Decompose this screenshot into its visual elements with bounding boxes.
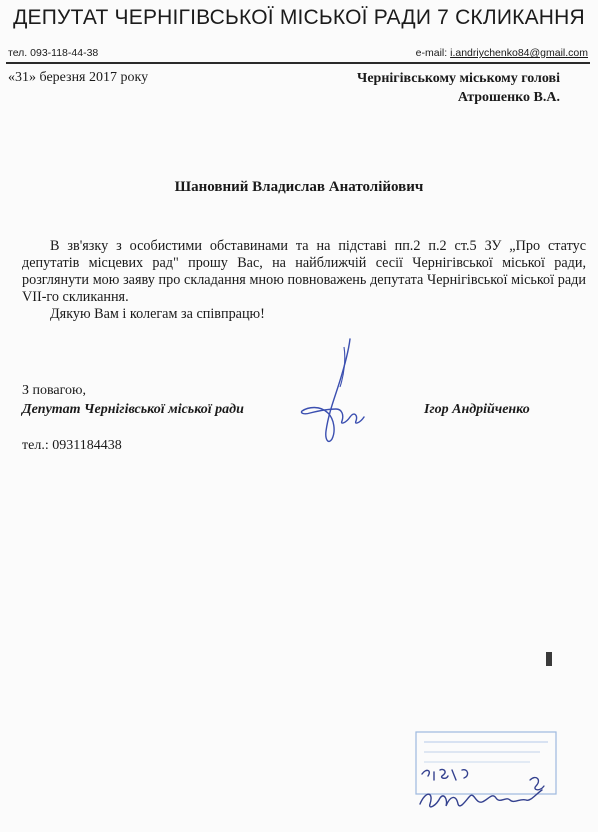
phone-number: тел. 093-118-44-38 [8, 47, 99, 59]
email-label: e-mail: [415, 47, 451, 59]
signatory-title: Депутат Чернігівської міської ради [22, 402, 244, 417]
addressee-block [357, 69, 560, 107]
salutation: Шановний Владислав Анатолійович [174, 179, 424, 195]
contacts-row [8, 47, 588, 59]
addressee-name: Атрошенко В.А. [457, 90, 560, 105]
email-address: i.andriychenko84@gmail.com [450, 47, 588, 59]
addressee-position: Чернігівському міському голові [357, 71, 560, 86]
signatory-phone: тел.: 0931184438 [22, 438, 122, 453]
body-paragraph: В зв'язку з особистими обставинами та на підставі пп.2 п.2 ст.5 ЗУ „Про статус депутатів місцевих рад" прошу Вас, на найближчій сесії Чернігівської міської ради, розглянути мою заяву про складання мною повноважень депутата Чернігівської міської ради VII-го скликання. [22, 238, 586, 305]
regards-line: З повагою, [22, 383, 86, 398]
signatory-name: Ігор Андрійченко [424, 402, 530, 417]
email-block [416, 47, 588, 59]
handwritten-signature-icon [298, 335, 368, 455]
letterhead-title: ДЕПУТАТ ЧЕРНІГІВСЬКОЇ МІСЬКОЇ РАДИ 7 СКЛИКАННЯ [13, 6, 585, 29]
received-stamp-icon [410, 730, 560, 820]
scan-artifact [546, 652, 552, 666]
header-divider [6, 62, 590, 64]
letter-date: «31» березня 2017 року [8, 70, 149, 85]
thanks-line: Дякую Вам і колегам за співпрацю! [50, 306, 265, 322]
letter-body [22, 238, 586, 306]
